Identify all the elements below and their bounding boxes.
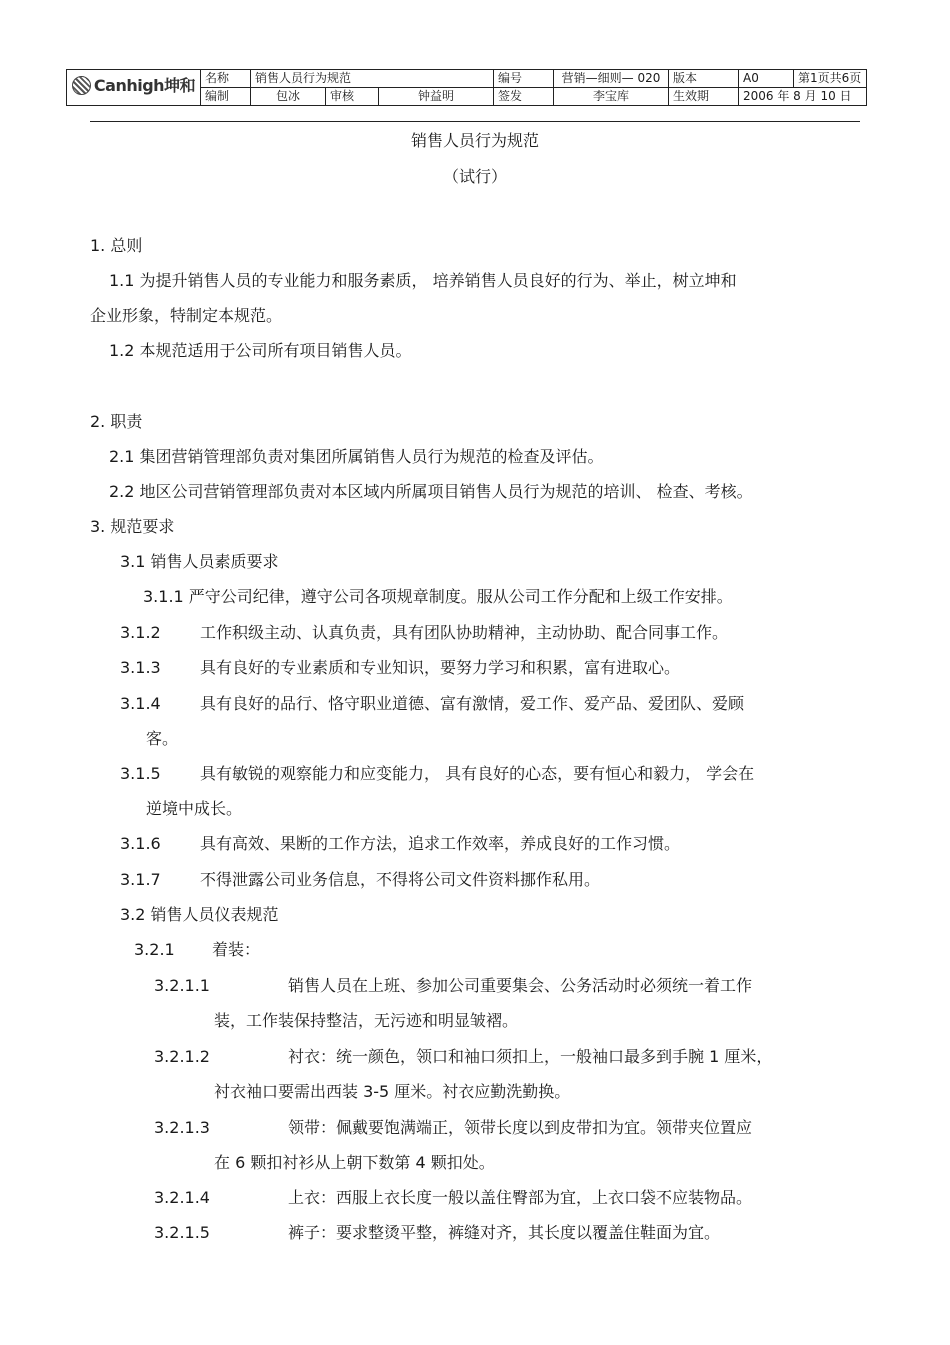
item-text: 不得泄露公司业务信息，不得将公司文件资料挪作私用。 bbox=[200, 870, 601, 889]
subsection-heading: 3.2 销售人员仪表规范 bbox=[120, 905, 279, 924]
item-number: 3.1.5 bbox=[120, 764, 161, 783]
header-issuer: 李宝库 bbox=[554, 88, 669, 106]
item-text: 具有良好的品行、恪守职业道德、富有激情，爱工作、爱产品、爱团队、爱顾 bbox=[200, 694, 745, 713]
item-number: 3.1.3 bbox=[120, 658, 161, 677]
header-version: A0 bbox=[739, 70, 794, 88]
header-label-reviewer: 审核 bbox=[326, 88, 379, 106]
item-text: 上衣：西服上衣长度一般以盖住臀部为宜，上衣口袋不应装物品。 bbox=[288, 1188, 753, 1207]
item-text: 工作积级主动、认真负责，具有团队协助精神，主动协助、配合同事工作。 bbox=[200, 623, 729, 642]
header-label-effective: 生效期 bbox=[669, 88, 739, 106]
item-number: 3.1.7 bbox=[120, 870, 161, 889]
item-number: 3.1.6 bbox=[120, 834, 161, 853]
paragraph-line: 2.1 集团营销管理部负责对集团所属销售人员行为规范的检查及评估。 bbox=[109, 447, 604, 466]
page-title: 销售人员行为规范 bbox=[410, 131, 539, 150]
item-text: 衬衣袖口要需出西装 3-5 厘米。衬衣应勤洗勤换。 bbox=[214, 1082, 571, 1101]
item-line: 3.1.1 严守公司纪律，遵守公司各项规章制度。服从公司工作分配和上级工作安排。 bbox=[143, 587, 733, 606]
item-text: 裤子：要求整烫平整，裤缝对齐，其长度以覆盖住鞋面为宜。 bbox=[288, 1223, 721, 1242]
subsection-heading: 3.1 销售人员素质要求 bbox=[120, 552, 279, 571]
section-heading: 2. 职责 bbox=[90, 412, 143, 431]
item-text: 在 6 颗扣衬衫从上朝下数第 4 颗扣处。 bbox=[214, 1153, 495, 1172]
header-label-number: 编号 bbox=[494, 70, 554, 88]
header-doc-name: 销售人员行为规范 bbox=[251, 70, 494, 88]
item-number: 3.2.1.1 bbox=[154, 976, 210, 995]
company-logo: Canhigh坤和 bbox=[67, 70, 201, 106]
item-number: 3.2.1.2 bbox=[154, 1047, 210, 1066]
item-number: 3.2.1 bbox=[134, 940, 175, 959]
header-label-author: 编制 bbox=[201, 88, 251, 106]
item-text: 装，工作装保持整洁，无污迹和明显皱褶。 bbox=[214, 1011, 519, 1030]
item-text: 着装： bbox=[212, 940, 261, 959]
header-reviewer: 钟益明 bbox=[379, 88, 494, 106]
header-author: 包冰 bbox=[251, 88, 326, 106]
section-heading: 3. 规范要求 bbox=[90, 517, 175, 536]
header-label-version: 版本 bbox=[669, 70, 739, 88]
header-page: 第1页共6页 bbox=[794, 70, 867, 88]
item-text: 逆境中成长。 bbox=[146, 799, 243, 818]
header-label-name: 名称 bbox=[201, 70, 251, 88]
item-text: 具有敏锐的观察能力和应变能力， 具有良好的心态，要有恒心和毅力， 学会在 bbox=[200, 764, 755, 783]
item-number: 3.1.2 bbox=[120, 623, 161, 642]
item-text: 具有高效、果断的工作方法，追求工作效率，养成良好的工作习惯。 bbox=[200, 834, 681, 853]
paragraph-line: 2.2 地区公司营销管理部负责对本区域内所属项目销售人员行为规范的培训、 检查、考核。 bbox=[109, 482, 753, 501]
document-header-table bbox=[66, 69, 867, 106]
item-number: 3.2.1.3 bbox=[154, 1118, 210, 1137]
header-label-issuer: 签发 bbox=[494, 88, 554, 106]
item-number: 3.2.1.4 bbox=[154, 1188, 210, 1207]
paragraph-line: 1.1 为提升销售人员的专业能力和服务素质， 培养销售人员良好的行为、举止，树立坤和 bbox=[109, 271, 737, 290]
item-text: 客。 bbox=[146, 729, 179, 748]
page-subtitle: （试行） bbox=[442, 167, 507, 186]
section-heading: 1. 总则 bbox=[90, 236, 143, 255]
header-doc-number: 营销—细则— 020 bbox=[554, 70, 669, 88]
item-text: 衬衣：统一颜色，领口和袖口须扣上，一般袖口最多到手腕 1 厘米， bbox=[288, 1047, 773, 1066]
item-number: 3.2.1.5 bbox=[154, 1223, 210, 1242]
item-text: 销售人员在上班、参加公司重要集会、公务活动时必须统一着工作 bbox=[288, 976, 753, 995]
item-text: 领带：佩戴要饱满端正，领带长度以到皮带扣为宜。领带夹位置应 bbox=[288, 1118, 753, 1137]
header-effective-date: 2006 年 8 月 10 日 bbox=[739, 88, 867, 106]
paragraph-line: 1.2 本规范适用于公司所有项目销售人员。 bbox=[109, 341, 412, 360]
item-number: 3.1.4 bbox=[120, 694, 161, 713]
paragraph-line: 企业形象，特制定本规范。 bbox=[90, 306, 283, 325]
header-divider bbox=[90, 121, 860, 122]
item-text: 具有良好的专业素质和专业知识，要努力学习和积累，富有进取心。 bbox=[200, 658, 681, 677]
logo-icon bbox=[72, 76, 91, 95]
